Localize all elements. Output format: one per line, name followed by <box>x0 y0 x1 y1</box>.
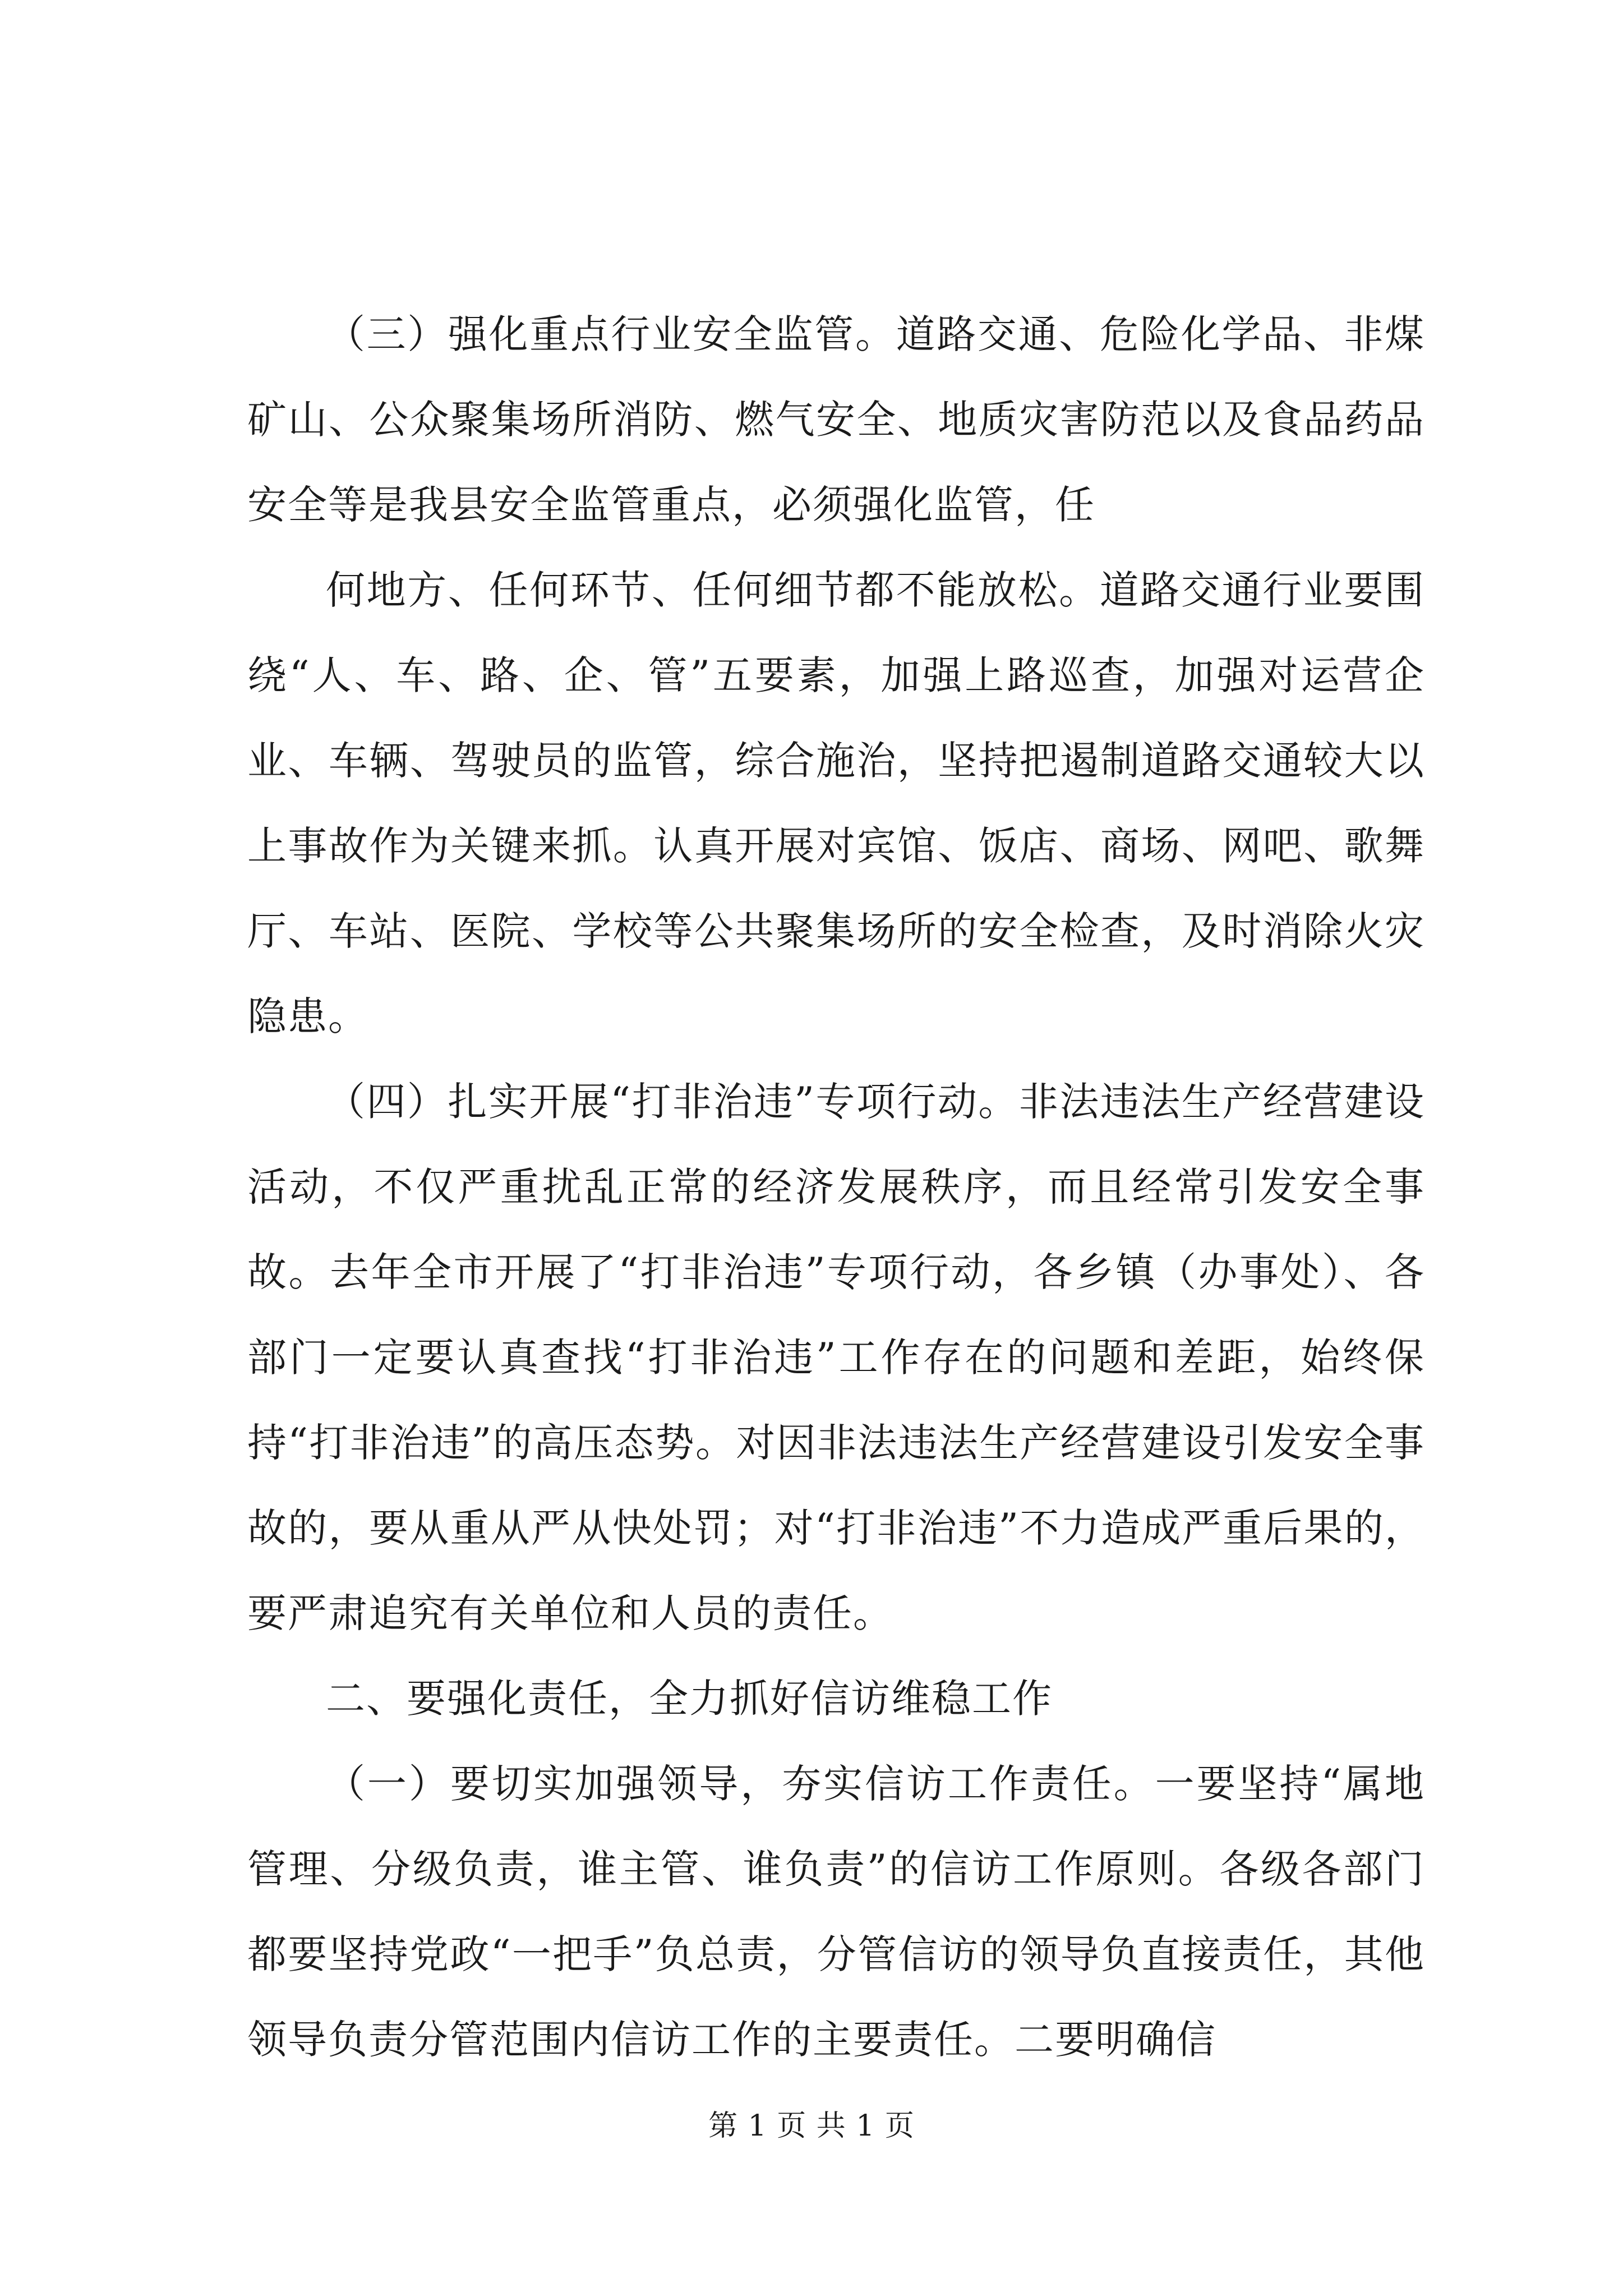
paragraph-petition-1: （一）要切实加强领导，夯实信访工作责任。一要坚持“属地管理、分级负责，谁主管、谁负责”的信访工作原则。各级各部门都要坚持党政“一把手”负总责，分管信访的领导负直接责任，其他领导负责分管范围内信访工作的主要责任。二要明确信 <box>247 1761 1425 2063</box>
document-body <box>247 292 1425 2082</box>
paragraph-section-4: （四）扎实开展“打非治违”专项行动。非法违法生产经营建设活动，不仅严重扰乱正常的经济发展秩序，而且经常引发安全事故。去年全市开展了“打非治违”专项行动，各乡镇（办事处）、各部门一定要认真查找“打非治违”工作存在的问题和差距，始终保持“打非治违”的高压态势。对因非法违法生产经营建设引发安全事故的，要从重从严从快处罚；对“打非治违”不力造成严重后果的，要严肃追究有关单位和人员的责任。 <box>247 1079 1425 1636</box>
page-footer: 第 1 页 共 1 页 <box>708 2109 915 2143</box>
paragraph-road-traffic: 何地方、任何环节、任何细节都不能放松。道路交通行业要围绕“人、车、路、企、管”五要素，加强上路巡查，加强对运营企业、车辆、驾驶员的监管，综合施治，坚持把遏制道路交通较大以上事故作为关键来抓。认真开展对宾馆、饭店、商场、网吧、歌舞厅、车站、医院、学校等公共聚集场所的安全检查，及时消除火灾隐患。 <box>247 567 1425 1039</box>
heading-petition-work: 二、要强化责任，全力抓好信访维稳工作 <box>326 1676 1053 1722</box>
paragraph-section-3: （三）强化重点行业安全监管。道路交通、危险化学品、非煤矿山、公众聚集场所消防、燃气安全、地质灾害防范以及食品药品安全等是我县安全监管重点，必须强化监管，任 <box>247 311 1425 528</box>
